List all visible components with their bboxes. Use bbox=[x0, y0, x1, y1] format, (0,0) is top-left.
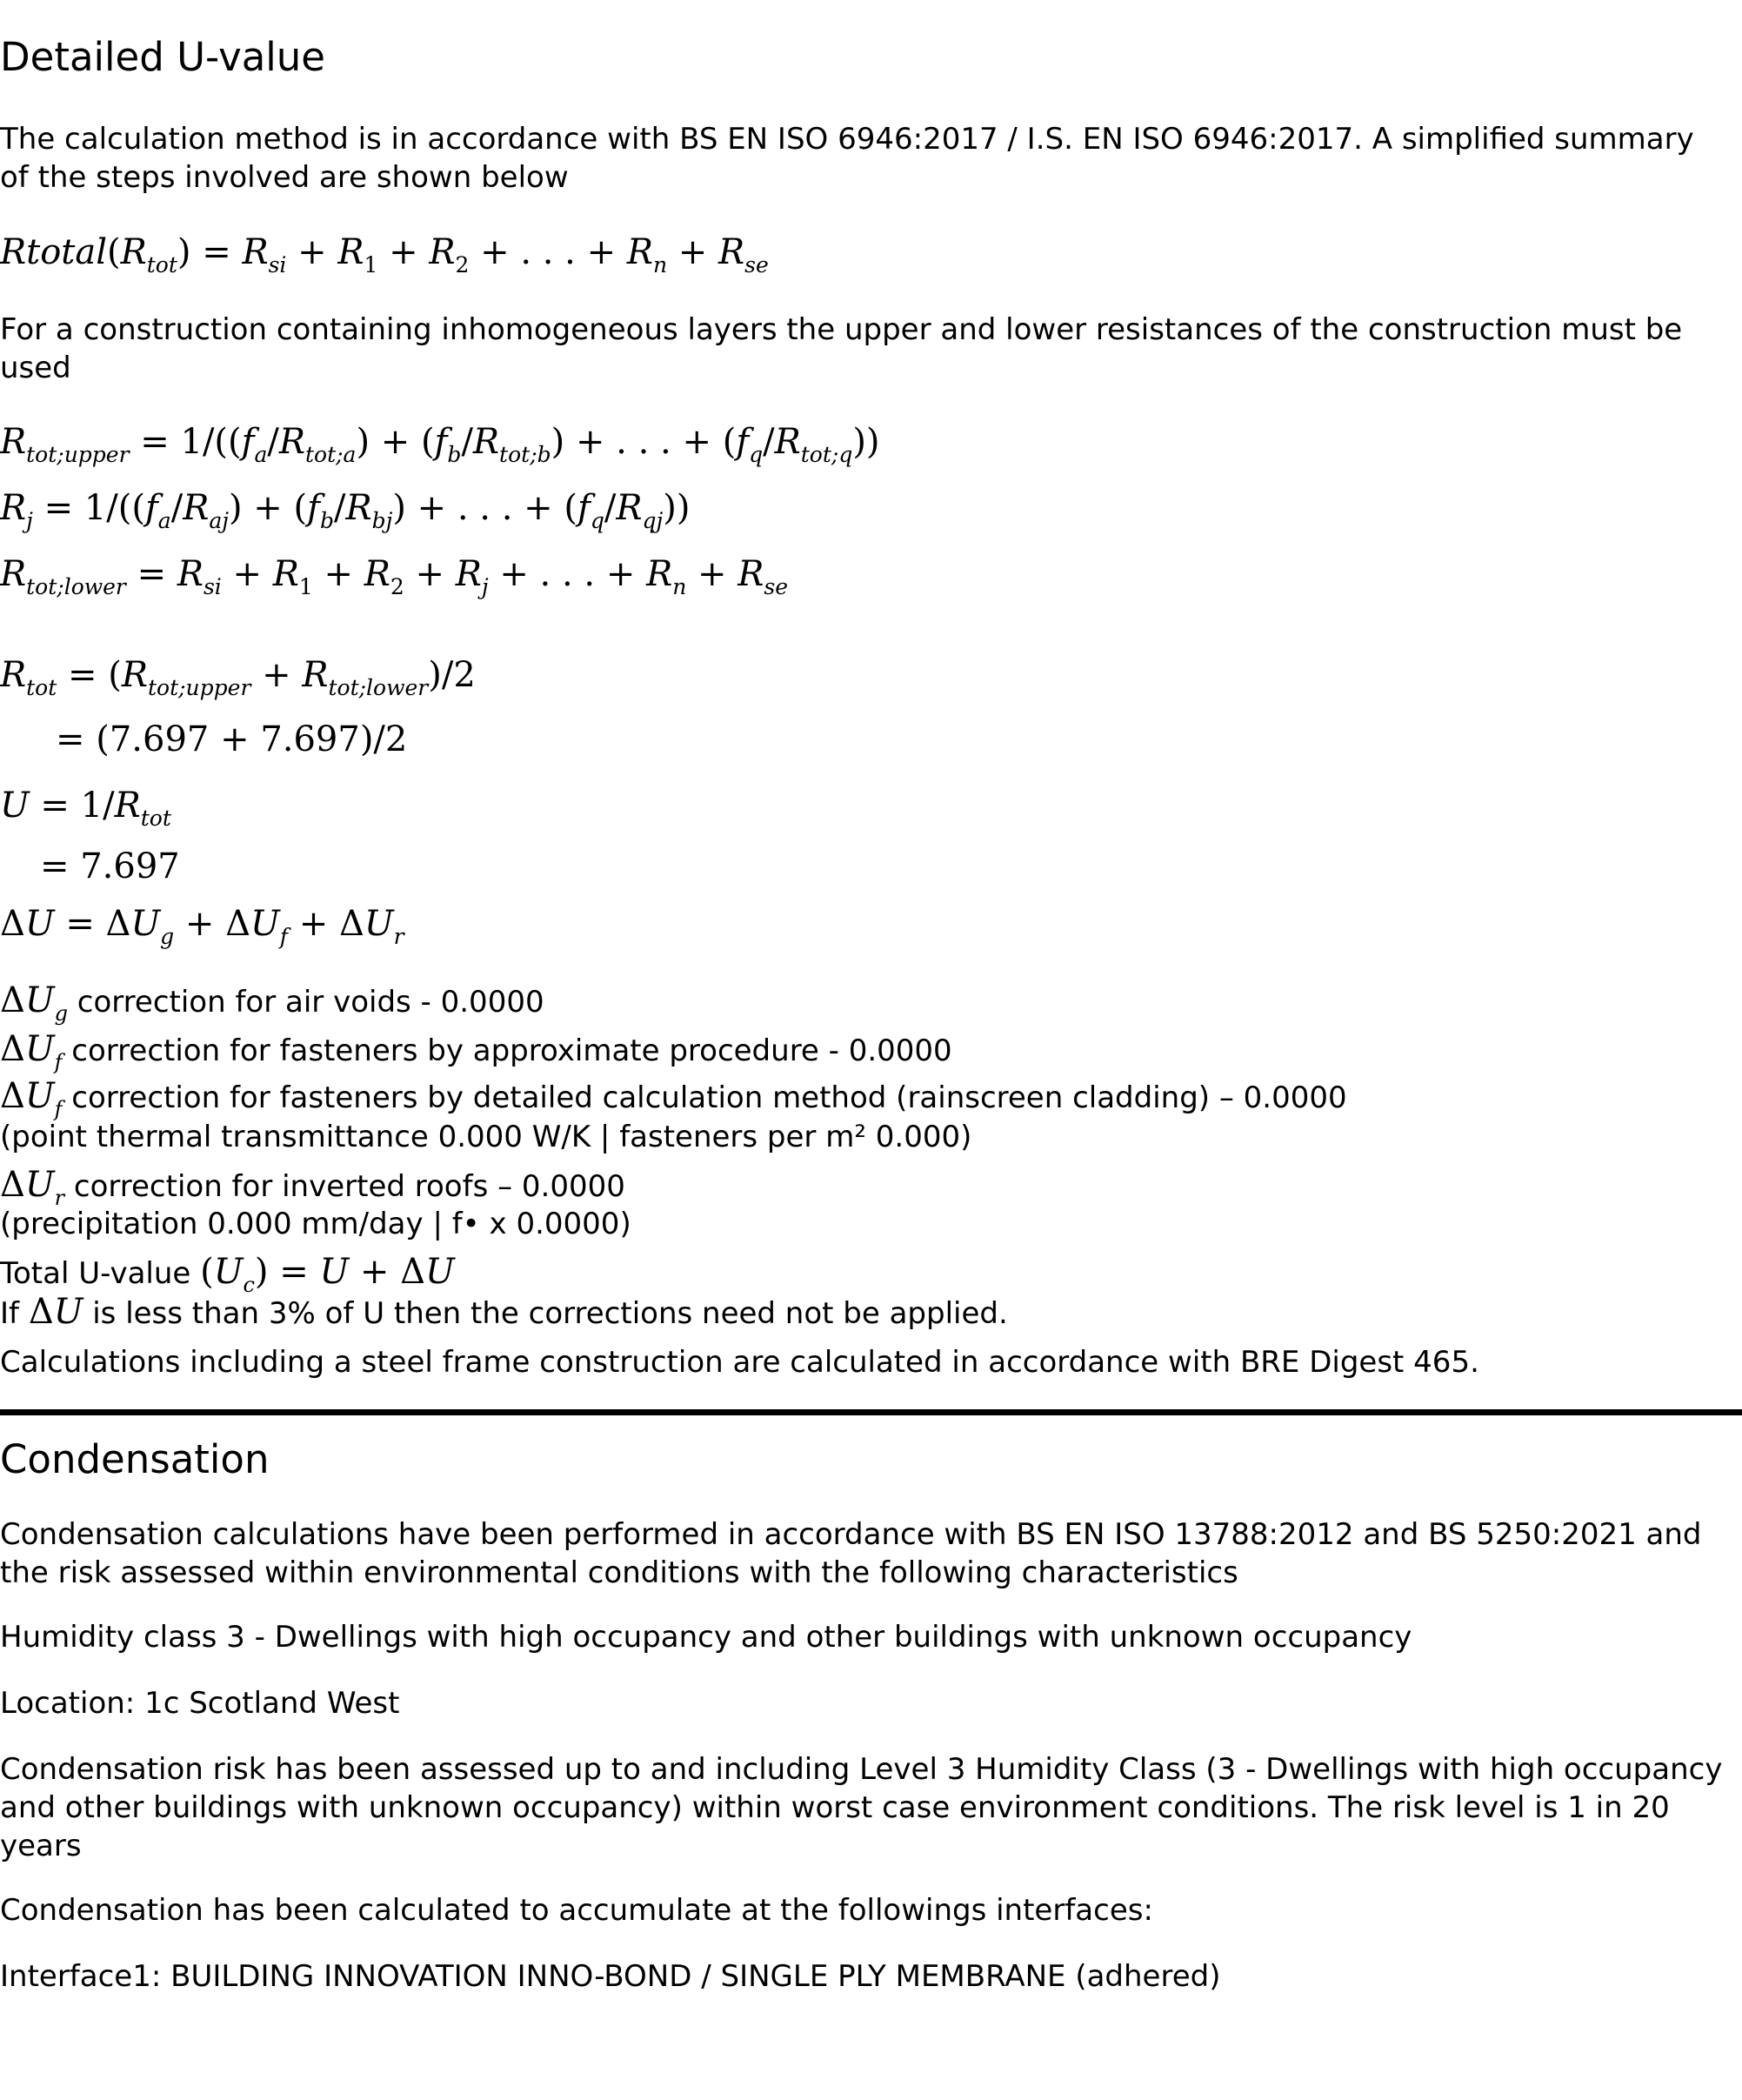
rj-formula: $R_j = 1/((f_a/R_{aj}) + (f_b/R_{bj})$ + . . . + $(f_q/R_{qj})$) bbox=[0, 488, 691, 533]
correction-fasteners-approximate: $\Delta U_f$ correction for fasteners by approximate procedure - 0.0000 bbox=[0, 1029, 952, 1074]
rtotal-formula: $Rtotal(R_{tot}) = R_{si} + R_1 + R_2$ + . . . + $R_n + R_{se}$ bbox=[0, 232, 769, 278]
delta-ur-symbol: $\Delta U_r$ bbox=[0, 1165, 65, 1210]
section-divider bbox=[0, 1409, 1742, 1415]
rtot-substitution: = (7.697 + 7.697)/2 bbox=[56, 719, 408, 759]
rtot-upper-value: 7.697 bbox=[109, 719, 210, 759]
correction-inverted-roofs-detail-line: (precipitation 0.000 mm/day | f• x 0.0000) bbox=[0, 1207, 631, 1241]
interface-item: Interface1: BUILDING INNOVATION INNO-BOND / SINGLE PLY MEMBRANE (adhered) bbox=[0, 1959, 1221, 1994]
interfaces-heading: Condensation has been calculated to accumulate at the followings interfaces: bbox=[0, 1893, 1153, 1928]
correction-air-voids: $\Delta U_g$ correction for air voids - 0.0000 bbox=[0, 980, 544, 1026]
uvalue-section-title: Detailed U-value bbox=[0, 34, 325, 80]
condensation-section-title: Condensation bbox=[0, 1436, 270, 1482]
correction-fasteners-detailed: $\Delta U_f$ correction for fasteners by detailed calculation method (rainscreen cladding) – 0.0000 bbox=[0, 1076, 1347, 1121]
correction-fasteners-detail-line: (point thermal transmittance 0.000 W/K | fasteners per m² 0.000) bbox=[0, 1120, 972, 1154]
threshold-note: If ΔU is less than 3% of U then the corrections need not be applied. bbox=[0, 1292, 1008, 1332]
rtot-upper-formula: $R_{tot;upper} = 1/((f_a/R_{tot;a}) + (f_b/R_{tot;b})$ + . . . + $(f_q/R_{tot;q})$) bbox=[0, 422, 880, 467]
risk-assessment-text: Condensation risk has been assessed up to and including Level 3 Humidity Class (3 - Dwellings with high occupancy and other buildings with unknown occupancy) within worst case environment conditions. The risk level is 1 in 20 years bbox=[0, 1752, 1723, 1863]
steel-frame-note: Calculations including a steel frame construction are calculated in accordance with BRE Digest 465. bbox=[0, 1345, 1479, 1380]
u-value: 7.697 bbox=[80, 846, 180, 886]
delta-uf-symbol: $\Delta U_f$ bbox=[0, 1029, 63, 1074]
uvalue-intro-text: The calculation method is in accordance with BS EN ISO 6946:2017 / I.S. EN ISO 6946:2017. A simplified summary of the steps involved are shown below bbox=[0, 122, 1694, 195]
location-text: Location: 1c Scotland West bbox=[0, 1686, 400, 1721]
delta-uf-symbol: $\Delta U_f$ bbox=[0, 1076, 63, 1121]
correction-inverted-roofs: $\Delta U_r$ correction for inverted roofs – 0.0000 bbox=[0, 1165, 625, 1210]
u-formula: $U = 1/R_{tot}$ bbox=[0, 786, 171, 831]
rtot-lower-value: 7.697 bbox=[260, 719, 360, 759]
delta-ug-symbol: $\Delta U_g$ bbox=[0, 980, 68, 1026]
u-result: = 7.697 bbox=[40, 846, 180, 886]
humidity-class-text: Humidity class 3 - Dwellings with high occupancy and other buildings with unknown occupancy bbox=[0, 1620, 1412, 1655]
rtot-formula: $R_{tot} = (R_{tot;upper} + R_{tot;lower})/2$ bbox=[0, 655, 476, 700]
rtot-lower-formula: $R_{tot;lower} = R_{si} + R_1 + R_2 + R_j$ + . . . + $R_n + R_{se}$ bbox=[0, 554, 789, 599]
inhomogeneous-note: For a construction containing inhomogeneous layers the upper and lower resistances of the construction must be used bbox=[0, 312, 1683, 385]
total-u-value-line: Total U-value $(U_c) = U + \Delta U$ bbox=[0, 1252, 455, 1297]
condensation-intro-text: Condensation calculations have been performed in accordance with BS EN ISO 13788:2012 and BS 5250:2021 and the risk assessed within environmental conditions with the following characteristics bbox=[0, 1517, 1702, 1590]
delta-u-formula: $\Delta U = \Delta U_g + \Delta U_f + \Delta U_r$ bbox=[0, 904, 404, 949]
